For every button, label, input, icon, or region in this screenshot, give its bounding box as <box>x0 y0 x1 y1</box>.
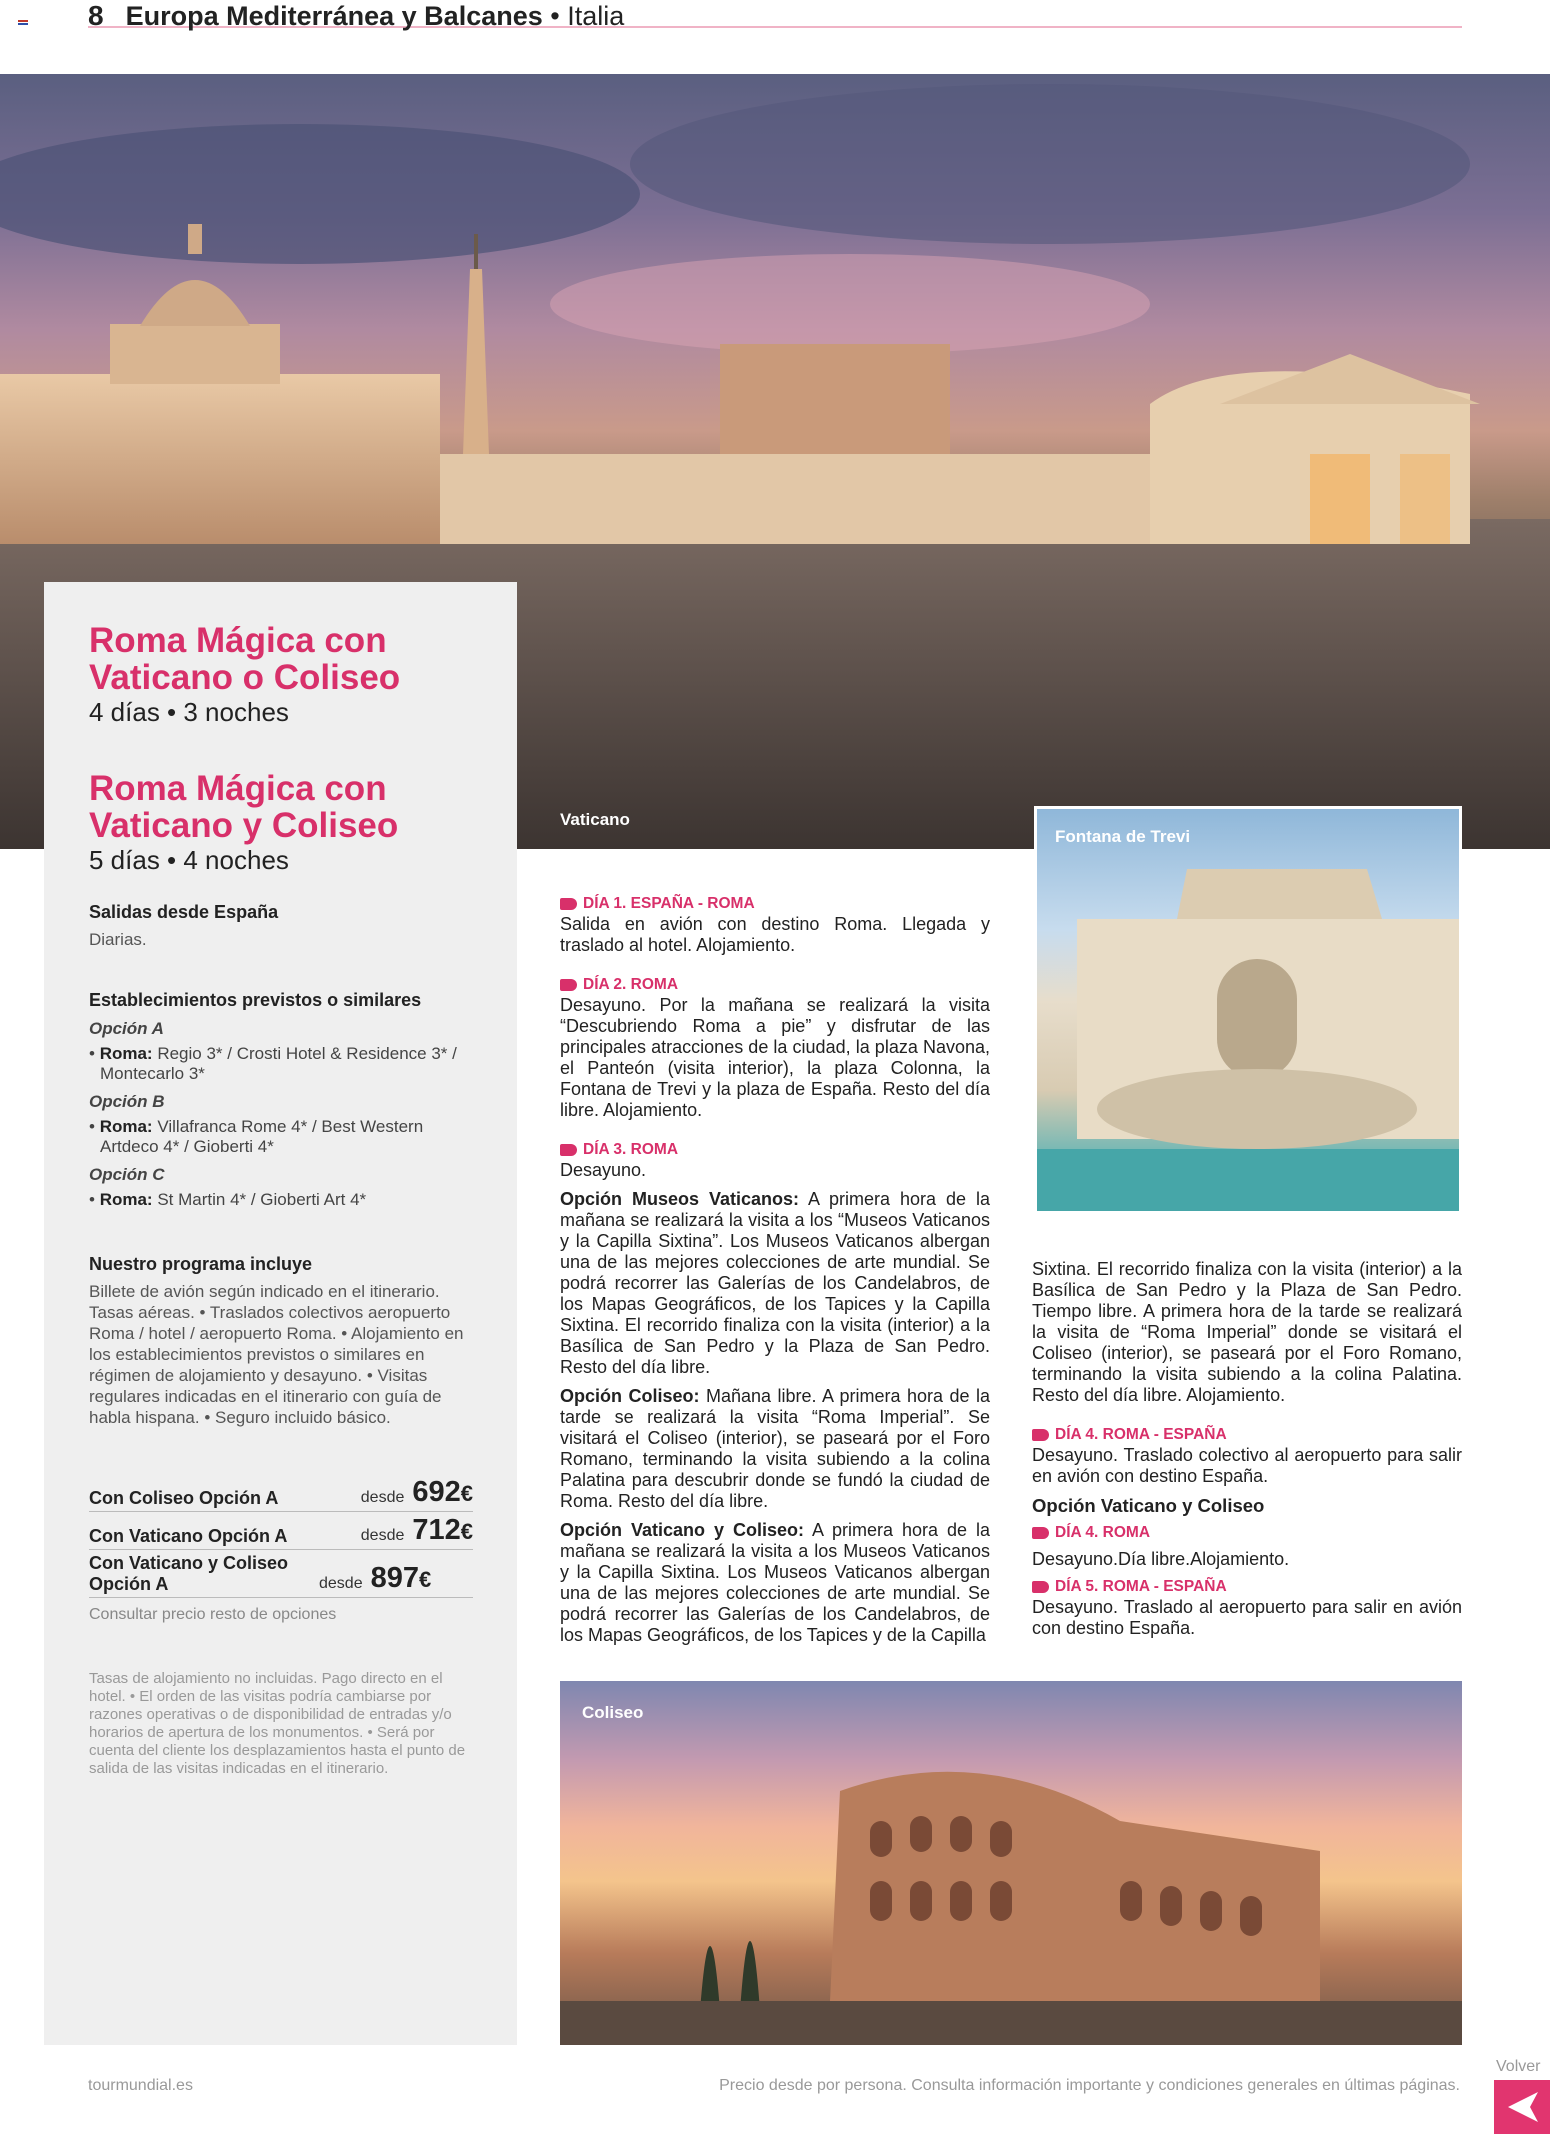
page-number: 8 <box>88 0 104 31</box>
tag-icon <box>1032 1527 1049 1539</box>
trip-info-panel <box>44 582 517 2045</box>
option-a-label: Opción A <box>89 1019 164 1038</box>
price-row: Con Vaticano Opción A desde 712€ <box>89 1512 473 1550</box>
footer-site: tourmundial.es <box>88 2077 193 2094</box>
trevi-photo <box>1034 806 1462 1214</box>
option-a-hotels: • Roma: Regio 3* / Crosti Hotel & Residence 3* / Montecarlo 3* <box>89 1044 457 1083</box>
day-1-heading: DÍA 1. ESPAÑA - ROMA <box>560 893 990 914</box>
day-2-heading: DÍA 2. ROMA <box>560 974 990 995</box>
price-table <box>89 1474 473 1598</box>
option-c-label: Opción C <box>89 1165 165 1184</box>
trip2-duration: 5 días • 4 noches <box>89 845 289 875</box>
includes-heading: Nuestro programa incluye <box>89 1254 313 1274</box>
itinerary-column-1 <box>560 893 990 1646</box>
footer-note: Precio desde por persona. Consulta información importante y condiciones generales en últimas páginas. <box>719 2077 1460 2094</box>
day-2-text: Desayuno. Por la mañana se realizará la visita “Descubriendo Roma a pie” y disfrutar de las principales atracciones de la ciudad, la plaza Navona, el Panteón (visita interior), la plaza Colonna, la Fontana de Trevi y la plaza de España. Resto del día libre. Alojamiento. <box>560 995 990 1120</box>
tag-icon <box>560 979 577 991</box>
hotels-heading: Establecimientos previstos o similares <box>89 990 422 1010</box>
consult-note: Consultar precio resto de opciones <box>89 1606 337 1623</box>
trevi-caption: Fontana de Trevi <box>1055 827 1191 846</box>
tag-icon <box>1032 1429 1049 1441</box>
trip2-title: Roma Mágica con Vaticano y Coliseo <box>89 769 399 845</box>
day-1-text: Salida en avión con destino Roma. Llegada y traslado al hotel. Alojamiento. <box>560 914 990 955</box>
day-4b-text: Desayuno.Día libre.Alojamiento. <box>1032 1549 1290 1569</box>
itinerary-column-2 <box>1032 1259 1462 1639</box>
section-name: Europa Mediterránea y Balcanes <box>125 1 543 31</box>
day-5-text: Desayuno. Traslado al aeropuerto para salir en avión con destino España. <box>1032 1597 1462 1638</box>
price-value: 692€ <box>412 1476 473 1508</box>
price-row: Con Coliseo Opción A desde 692€ <box>89 1474 473 1512</box>
trevi-illustration <box>1037 809 1462 1214</box>
trip1-title: Roma Mágica con Vaticano o Coliseo <box>89 621 401 697</box>
day-3-text: Desayuno. <box>560 1160 647 1180</box>
back-button[interactable] <box>1494 2080 1550 2134</box>
vaticano-caption: Vaticano <box>560 810 630 829</box>
tag-icon <box>560 898 577 910</box>
day-3-heading: DÍA 3. ROMA <box>560 1139 990 1160</box>
day-4-heading: DÍA 4. ROMA - ESPAÑA <box>1032 1424 1462 1445</box>
day-4-text: Desayuno. Traslado colectivo al aeropuerto para salir en avión con destino España. <box>1032 1445 1462 1486</box>
page-header <box>88 0 1462 31</box>
departures-text: Diarias. <box>89 930 147 949</box>
coliseo-option: Opción Coliseo: Mañana libre. A primera hora de la tarde se realizará la visita “Roma Imperial”. Se visitará el Coliseo (interior), se paseará por el Foro Romano, terminando la visita subiendo a la colina Palatina para descubrir donde se fundó la ciudad de Roma. Resto del día libre. <box>560 1386 990 1511</box>
coliseo-caption: Coliseo <box>582 1703 644 1722</box>
tag-icon <box>560 1144 577 1156</box>
day-3-continued: Sixtina. El recorrido finaliza con la visita (interior) a la Basílica de San Pedro y la Plaza de San Pedro. Tiempo libre. A primera hora de la tarde se realizará la visita de “Roma Imperial” donde se visitará el Coliseo (interior), se paseará por el Foro Romano, terminando la visita subiendo a la colina Palatina. Resto del día libre. Alojamiento. <box>1032 1259 1462 1405</box>
price-value: 897€ <box>370 1562 432 1594</box>
trip1-duration: 4 días • 3 noches <box>89 697 289 727</box>
title-separator: • <box>550 1 560 31</box>
option-vaticano-coliseo-heading: Opción Vaticano y Coliseo <box>1032 1495 1265 1516</box>
vaticano-coliseo-option: Opción Vaticano y Coliseo: A primera hora de la mañana se realizará la visita a los Museos Vaticanos y la Capilla Sixtina. Los Museos Vaticanos albergan una de las mejores colecciones de arte mundial. Se podrá recorrer las Galerías de los Candelabros, de los Mapas Geográficos, de los Tapices y de la Capilla <box>560 1520 990 1645</box>
price-row: Con Vaticano y Coliseo Opción A desde 897€ <box>89 1550 473 1598</box>
day-4b-heading: DÍA 4. ROMA <box>1032 1522 1462 1543</box>
price-value: 712€ <box>412 1514 473 1546</box>
country-name: Italia <box>567 1 625 31</box>
coliseo-illustration <box>560 1681 1462 2045</box>
option-c-hotels: • Roma: St Martin 4* / Gioberti Art 4* <box>89 1190 367 1209</box>
spain-flag-icon <box>18 20 28 27</box>
includes-text: Billete de avión según indicado en el itinerario. Tasas aéreas. • Traslados colectivos aeropuerto Roma / hotel / aeropuerto Roma. • Alojamiento en los establecimientos previstos o similares en régimen de alojamiento y desayuno. • Visitas regulares indicadas en el itinerario con guía de habla hispana. • Seguro incluido básico. <box>89 1282 464 1427</box>
coliseo-photo <box>560 1681 1462 2045</box>
option-b-hotels: • Roma: Villafranca Rome 4* / Best Western Artdeco 4* / Gioberti 4* <box>89 1117 424 1156</box>
museos-option: Opción Museos Vaticanos: A primera hora de la mañana se realizará la visita a los “Museos Vaticanos y la Capilla Sixtina”. Los Museos Vaticanos albergan una de las mejores colecciones de arte mundial. Se podrá recorrer las Galerías de los Candelabros, de los Mapas Geográficos, de los Tapices y la Capilla Sixtina. El recorrido finaliza con la visita (interior) a la Basílica de San Pedro y la Plaza de San Pedro. Resto del día libre. <box>560 1189 990 1377</box>
day-5-heading: DÍA 5. ROMA - ESPAÑA <box>1032 1576 1462 1597</box>
page-title <box>126 1 625 32</box>
back-arrow-icon <box>1494 2080 1550 2134</box>
fine-print: Tasas de alojamiento no incluidas. Pago directo en el hotel. • El orden de las visitas podría cambiarse por razones operativas o de disponibilidad de entradas y/o horarios de apertura de los monumentos. • Será por cuenta del cliente los desplazamientos hasta el punto de salida de las visitas indicadas en el itinerario. <box>89 1670 466 1777</box>
option-b-label: Opción B <box>89 1092 165 1111</box>
departures-heading: Salidas desde España <box>89 902 279 922</box>
tag-icon <box>1032 1581 1049 1593</box>
back-label: Volver <box>1496 2058 1541 2075</box>
